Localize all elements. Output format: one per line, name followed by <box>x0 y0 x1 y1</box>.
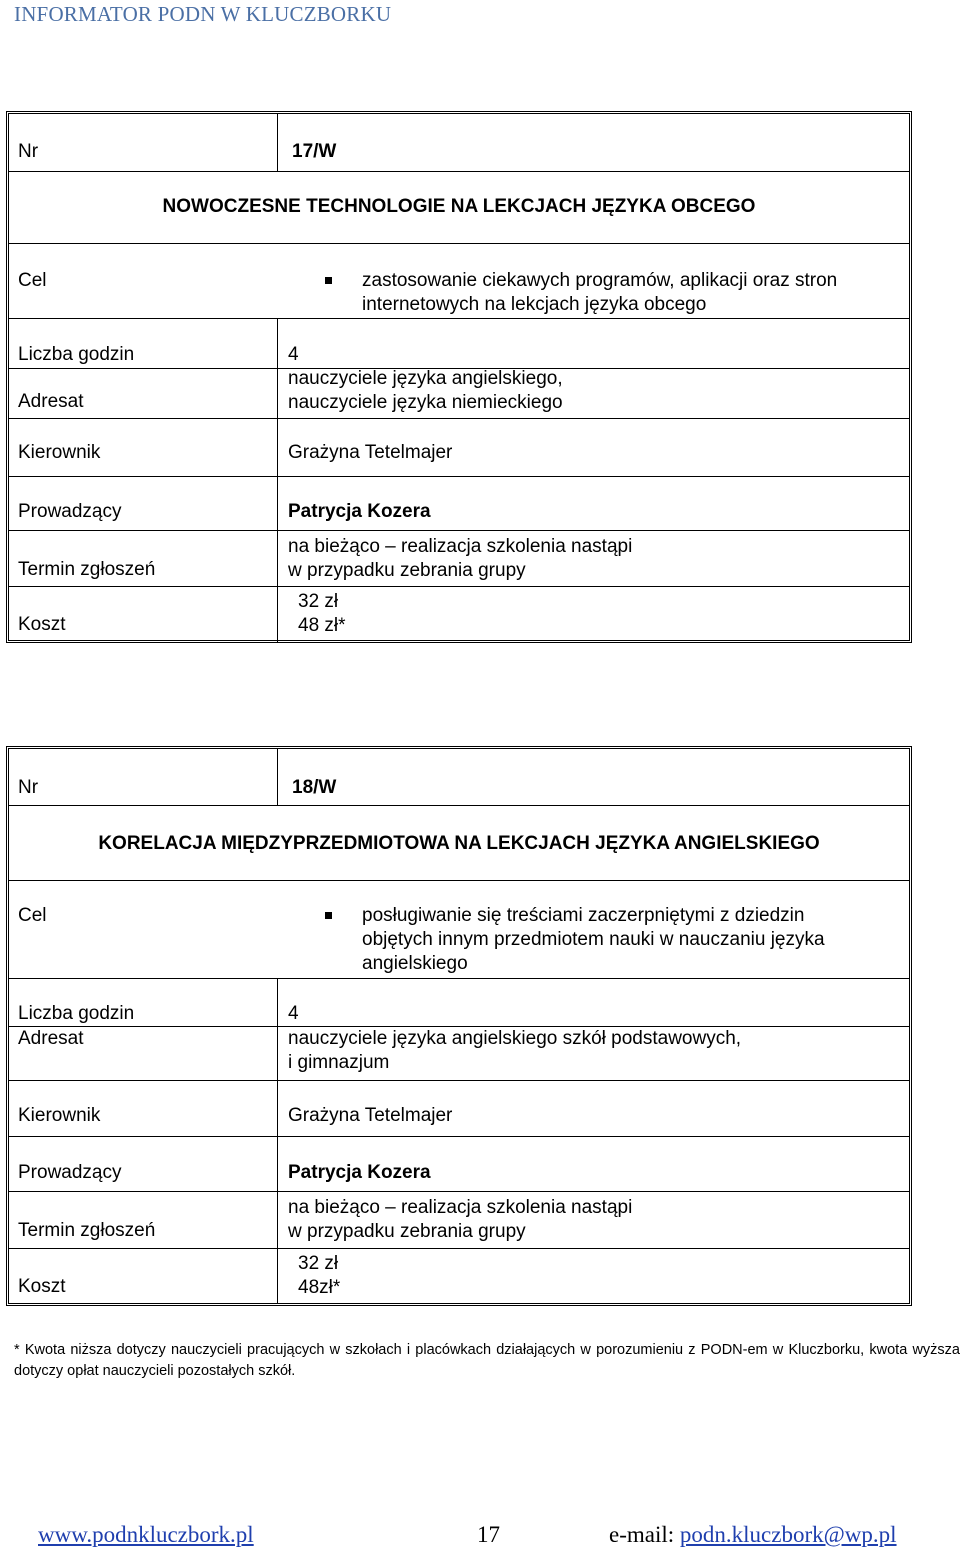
nr-label: Nr <box>18 777 39 798</box>
cost-value: 32 zł 48zł* <box>298 1253 341 1298</box>
course-deadline-row <box>9 531 909 587</box>
manager-label: Kierownik <box>18 1105 101 1126</box>
cost-value: 32 zł 48 zł* <box>298 591 346 636</box>
trainer-value: Patrycja Kozera <box>288 501 431 522</box>
course-deadline-row <box>9 1192 909 1249</box>
email-label: e-mail: <box>609 1522 675 1547</box>
goal-label: Cel <box>18 270 47 291</box>
course-number: 18/W <box>292 777 337 798</box>
trainer-value: Patrycja Kozera <box>288 1162 431 1183</box>
manager-value: Grażyna Tetelmajer <box>288 1105 453 1126</box>
course-hours-row <box>9 979 909 1027</box>
hours-label: Liczba godzin <box>18 1003 135 1024</box>
course-title: KORELACJA MIĘDZYPRZEDMIOTOWA NA LEKCJACH JĘZYKA ANGIELSKIEGO <box>98 833 820 854</box>
course-cost-row <box>9 587 909 642</box>
course-manager-row <box>9 1081 909 1137</box>
deadline-label: Termin zgłoszeń <box>18 559 156 580</box>
goal-bullet: posługiwanie się treściami zaczerpniętymi z dziedzin objętych innym przedmiotem nauki w nauczaniu języka angielskiego <box>325 904 899 976</box>
cost-label: Koszt <box>18 614 66 635</box>
page-number: 17 <box>477 1522 500 1547</box>
course-title-row <box>9 806 909 881</box>
course-manager-row <box>9 419 909 477</box>
course-table-17w <box>6 111 912 643</box>
course-audience-row <box>9 369 909 419</box>
audience-label: Adresat <box>18 391 84 412</box>
cost-footnote: * Kwota niższa dotyczy nauczycieli pracujących w szkołach i placówkach działających w porozumieniu z PODN-em w Kluczborku, kwota wyższa dotyczy opłat nauczycieli pozostałych szkół. <box>14 1342 960 1379</box>
course-goal-row <box>9 881 909 979</box>
email-link[interactable]: podn.kluczbork@wp.pl <box>679 1522 897 1547</box>
course-audience-row <box>9 1027 909 1081</box>
course-nr-row <box>9 749 909 806</box>
manager-label: Kierownik <box>18 442 101 463</box>
course-nr-row <box>9 114 909 172</box>
nr-label: Nr <box>18 141 39 162</box>
course-trainer-row <box>9 477 909 531</box>
trainer-label: Prowadzący <box>18 501 122 522</box>
manager-value: Grażyna Tetelmajer <box>288 442 453 463</box>
course-hours-row <box>9 319 909 369</box>
deadline-value: na bieżąco – realizacja szkolenia nastąpi w przypadku zebrania grupy <box>288 1197 633 1242</box>
hours-value: 4 <box>288 1003 299 1024</box>
deadline-label: Termin zgłoszeń <box>18 1220 156 1241</box>
audience-value: nauczyciele języka angielskiego, nauczyciele języka niemieckiego <box>288 368 563 413</box>
website-link[interactable]: www.podnkluczbork.pl <box>38 1522 254 1547</box>
deadline-value: na bieżąco – realizacja szkolenia nastąpi w przypadku zebrania grupy <box>288 536 633 581</box>
audience-value: nauczyciele języka angielskiego szkół podstawowych, i gimnazjum <box>288 1028 742 1073</box>
course-cost-row <box>9 1249 909 1303</box>
course-number: 17/W <box>292 141 337 162</box>
audience-label: Adresat <box>18 1028 84 1049</box>
goal-bullet: zastosowanie ciekawych programów, aplikacji oraz stron internetowych na lekcjach języka obcego <box>325 269 899 317</box>
course-title-row <box>9 172 909 244</box>
hours-value: 4 <box>288 344 299 365</box>
page-header-title: INFORMATOR PODN W KLUCZBORKU <box>14 2 392 26</box>
course-title: NOWOCZESNE TECHNOLOGIE NA LEKCJACH JĘZYKA OBCEGO <box>162 196 756 217</box>
hours-label: Liczba godzin <box>18 344 135 365</box>
goal-label: Cel <box>18 905 47 926</box>
page-footer <box>0 1522 960 1556</box>
course-trainer-row <box>9 1137 909 1192</box>
email-contact <box>609 1522 897 1548</box>
cost-label: Koszt <box>18 1276 66 1297</box>
trainer-label: Prowadzący <box>18 1162 122 1183</box>
course-goal-row <box>9 244 909 319</box>
course-table-18w <box>6 746 912 1306</box>
